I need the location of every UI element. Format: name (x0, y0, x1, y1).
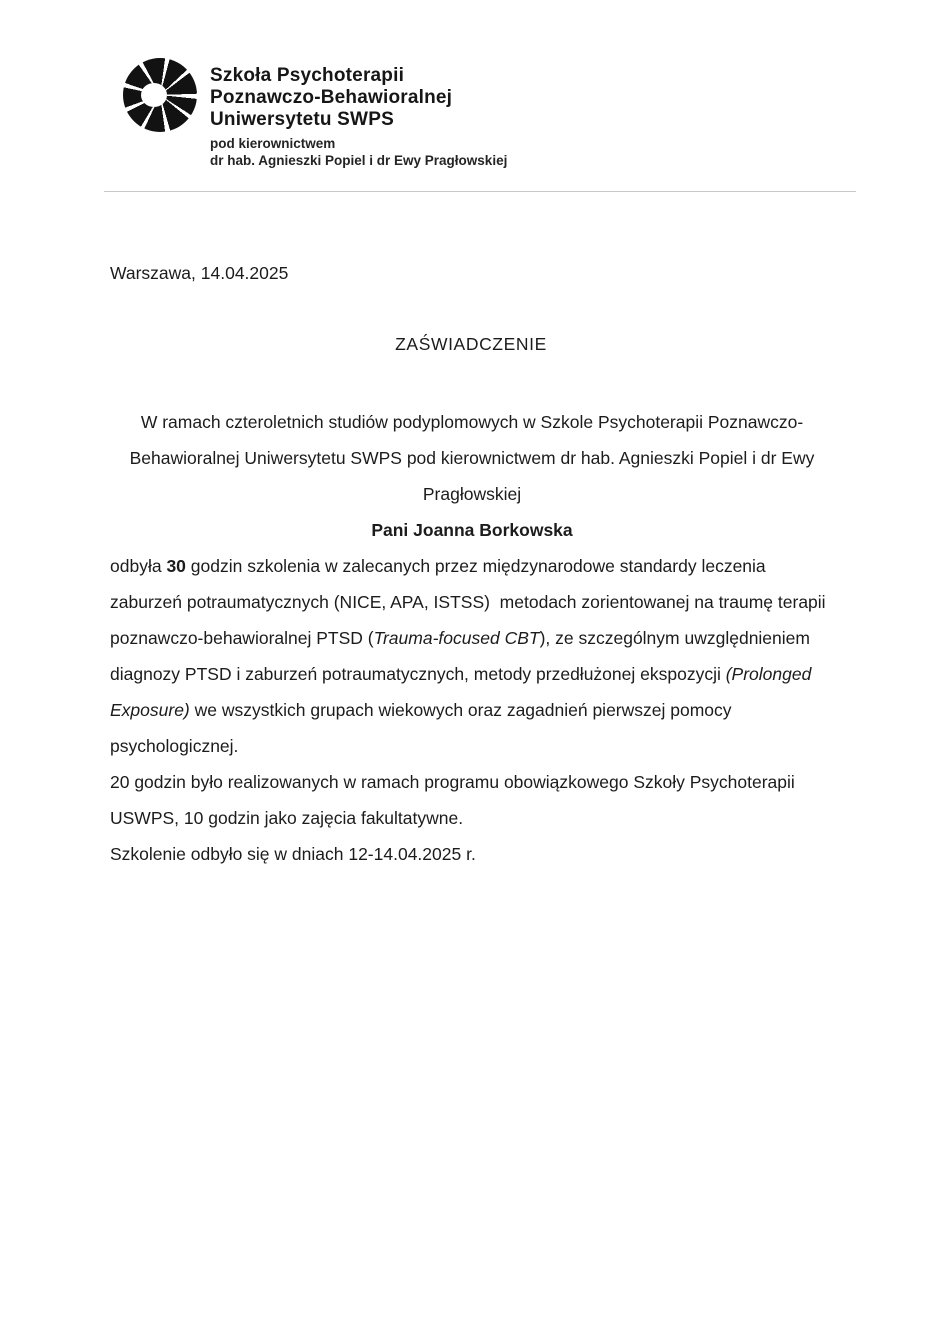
recipient-name: Pani Joanna Borkowska (371, 520, 573, 540)
text-segment: godzin szkolenia w zalecanych przez międzynarodowe standardy leczenia zaburzeń potraumatycznych (NICE, APA, ISTSS) metodach zorientowanej na traumę terapii poznawczo-behawioralnej PTSD ( (110, 556, 831, 648)
hours-count: 30 (166, 556, 186, 576)
training-dates-paragraph: Szkolenie odbyło się w dniach 12-14.04.2025 r. (110, 844, 476, 864)
letterhead-school-name-line1: Szkoła Psychoterapii (210, 65, 405, 86)
letterhead-directors-names: dr hab. Agnieszki Popiel i dr Ewy Pragłowskiej (210, 152, 508, 168)
letterhead-school-name-line2: Poznawczo-Behawioralnej (210, 87, 453, 108)
text-segment: odbyła (110, 556, 167, 576)
letterhead-subtitle (210, 136, 507, 169)
certificate-body (110, 404, 834, 872)
prolonged-exposure-term: (Prolonged Exposure) (110, 664, 817, 720)
document-title: ZAŚWIADCZENIE (395, 334, 547, 354)
swps-logo-icon (123, 58, 197, 132)
trauma-focused-cbt-term: Trauma-focused CBT (373, 628, 540, 648)
training-description-paragraph (110, 548, 834, 764)
hours-breakdown-paragraph: 20 godzin było realizowanych w ramach programu obowiązkowego Szkoły Psychoterapii USWPS, 10 godzin jako zajęcia fakultatywne. (110, 772, 800, 828)
text-segment: we wszystkich grupach wiekowych oraz zagadnień pierwszej pomocy psychologicznej. (110, 700, 737, 756)
letterhead-school-name-line3: Uniwersytetu SWPS (210, 109, 394, 130)
letterhead-divider (104, 191, 856, 192)
dateline: Warszawa, 14.04.2025 (110, 263, 289, 283)
letterhead-direction-label: pod kierownictwem (210, 136, 336, 151)
intro-paragraph: W ramach czteroletnich studiów podyplomowych w Szkole Psychoterapii Poznawczo-Behawioralnej Uniwersytetu SWPS pod kierownictwem dr hab. Agnieszki Popiel i dr Ewy Pragłowskiej (129, 412, 815, 504)
letterhead (123, 58, 507, 169)
letterhead-text (210, 58, 507, 169)
text-segment: ), ze szczególnym uwzględnieniem diagnozy PTSD i zaburzeń potraumatycznych, metody przedłużonej ekspozycji (110, 628, 815, 684)
